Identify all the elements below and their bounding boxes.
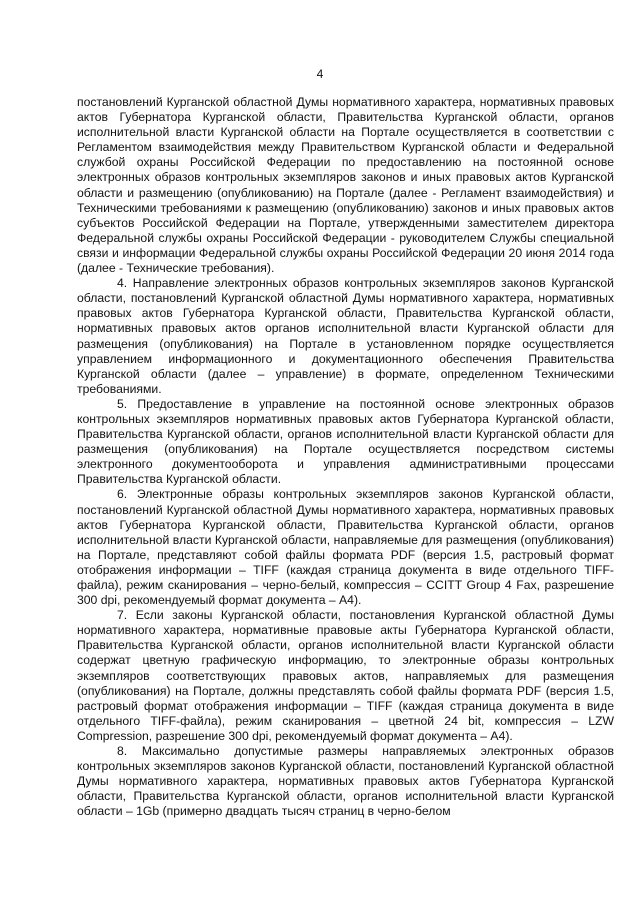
paragraph-5: 5. Предоставление в управление на постоянной основе электронных образов контрольных экземпляров нормативных правовых актов Губернатора Курганской области, Правительства Курганской области, органов исполнительной власти Курганской области для размещения (опубликования) на Портале осуществляется посредством системы электронного документооборота и управления административными процессами Правительства Курганской области.: [77, 396, 614, 487]
paragraph-8: 8. Максимально допустимые размеры направляемых электронных образов контрольных экземпляров законов Курганской области, постановлений Курганской областной Думы нормативного характера, нормативных правовых актов Губернатора Курганской области, Правительства Курганской области, органов исполнительной власти Курганской области – 1Gb (примерно двадцать тысяч страниц в черно-белом: [77, 744, 614, 819]
page-number: 4: [316, 67, 324, 81]
paragraph-4: 4. Направление электронных образов контрольных экземпляров законов Курганской области, постановлений Курганской областной Думы нормативного характера, нормативных правовых актов Губернатора Курганской области, Правительства Курганской области, нормативных правовых актов органов исполнительной власти Курганской области для размещения (опубликования) на Портале в установленном порядке осуществляется управлением информационного и документационного обеспечения Правительства Курганской области (далее – управление) в формате, определенном Техническими требованиями.: [77, 276, 614, 396]
paragraph-continued: постановлений Курганской областной Думы нормативного характера, нормативных правовых актов Губернатора Курганской области, Правительства Курганской области, органов исполнительной власти Курганской области на Портале осуществляется в соответствии с Регламентом взаимодействия между Правительством Курганской области и Федеральной службой охраны Российской Федерации по предоставлению на постоянной основе электронных образов контрольных экземпляров законов и иных правовых актов Курганской области и размещению (опубликованию) на Портале (далее - Регламент взаимодействия) и Техническими требованиями к размещению (опубликованию) законов и иных правовых актов субъектов Российской Федерации на Портале, утвержденными заместителем директора Федеральной службы охраны Российской Федерации - руководителем Службы специальной связи и информации Федеральной службы охраны Российской Федерации 20 июня 2014 года (далее - Технические требования).: [77, 95, 614, 276]
paragraph-6: 6. Электронные образы контрольных экземпляров законов Курганской области, постановлений Курганской областной Думы нормативного характера, нормативных правовых актов Губернатора Курганской области, Правительства Курганской области, органов исполнительной власти Курганской области, направляемые для размещения (опубликования) на Портале, представляют собой файлы формата PDF (версия 1.5, растровый формат отображения информации – TIFF (каждая страница документа в виде отдельного TIFF-файла), режим сканирования – черно-белый, компрессия – CCITT Group 4 Fax, разрешение 300 dpi, рекомендуемый формат документа – А4).: [77, 487, 614, 608]
paragraph-7: 7. Если законы Курганской области, постановления Курганской областной Думы нормативного характера, нормативные правовые акты Губернатора Курганской области, Правительства Курганской области, органов исполнительной власти Курганской области содержат цветную графическую информацию, то электронные образы контрольных экземпляров соответствующих правовых актов, направляемых для размещения (опубликования) на Портале, должны представлять собой файлы формата PDF (версия 1.5, растровый формат отображения информации – TIFF (каждая страница документа в виде отдельного TIFF-файла), режим сканирования – цветной 24 bit, компрессия – LZW Compression, разрешение 300 dpi, рекомендуемый формат документа – А4).: [77, 608, 614, 743]
document-body: [77, 95, 614, 820]
